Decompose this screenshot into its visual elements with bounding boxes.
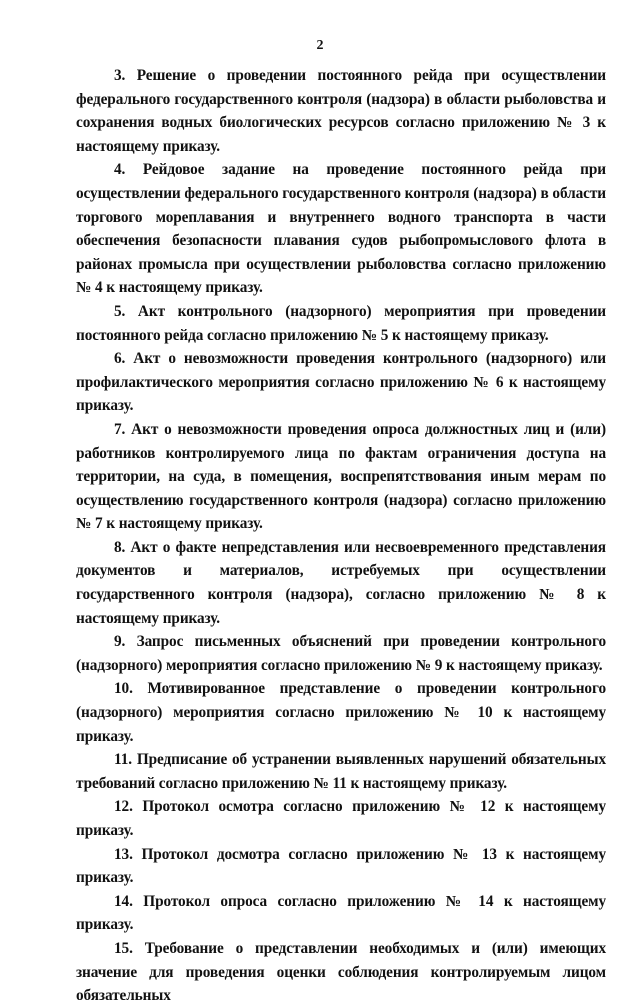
paragraph-15: 15. Требование о представлении необходимых и (или) имеющих значение для проведения оценки соблюдения контролируемым лицом обязательных xyxy=(76,939,606,1005)
paragraph-12: 12. Протокол осмотра согласно приложению № 12 к настоящему приказу. xyxy=(76,798,606,839)
paragraph-6: 6. Акт о невозможности проведения контрольного (надзорного) или профилактического мероприятия согласно приложению № 6 к настоящему приказу. xyxy=(76,350,606,415)
paragraph-10: 10. Мотивированное представление о проведении контрольного (надзорного) мероприятия согласно приложению № 10 к настоящему приказу. xyxy=(76,680,606,745)
document-body xyxy=(76,64,606,1008)
paragraph-14: 14. Протокол опроса согласно приложению № 14 к настоящему приказу. xyxy=(76,892,606,934)
paragraph-5: 5. Акт контрольного (надзорного) мероприятия при проведении постоянного рейда согласно приложению № 5 к настоящему приказу. xyxy=(76,302,606,344)
paragraph-4: 4. Рейдовое задание на проведение постоянного рейда при осуществлении федерального государственного контроля (надзора) в области торгового мореплавания и внутреннего водного транспорта в части обеспечения безопасности плавания судов рыбопромыслового флота в районах промысла при осуществлении рыболовства согласно приложению № 4 к настоящему приказу. xyxy=(76,161,606,297)
paragraph-8: 8. Акт о факте непредставления или несвоевременного представления документов и материалов, истребуемых при осуществлении государственного контроля (надзора), согласно приложению № 8 к настоящему приказу. xyxy=(76,538,606,627)
paragraph-7: 7. Акт о невозможности проведения опроса должностных лиц и (или) работников контролируемого лица по фактам ограничения доступа на территории, на суда, в помещения, воспрепятствования иным мерам по осуществлению государственного контроля (надзора) согласно приложению № 7 к настоящему приказу. xyxy=(76,420,606,533)
paragraph-3: 3. Решение о проведении постоянного рейда при осуществлении федерального государственного контроля (надзора) в области рыболовства и сохранения водных биологических ресурсов согласно приложению № 3 к настоящему приказу. xyxy=(76,67,606,155)
paragraph-9: 9. Запрос письменных объяснений при проведении контрольного (надзорного) мероприятия согласно приложению № 9 к настоящему приказу. xyxy=(76,633,606,674)
page-number: 2 xyxy=(316,38,324,53)
paragraph-13: 13. Протокол досмотра согласно приложению № 13 к настоящему приказу. xyxy=(76,845,606,887)
paragraph-11: 11. Предписание об устранении выявленных нарушений обязательных требований согласно приложению № 11 к настоящему приказу. xyxy=(76,751,606,792)
